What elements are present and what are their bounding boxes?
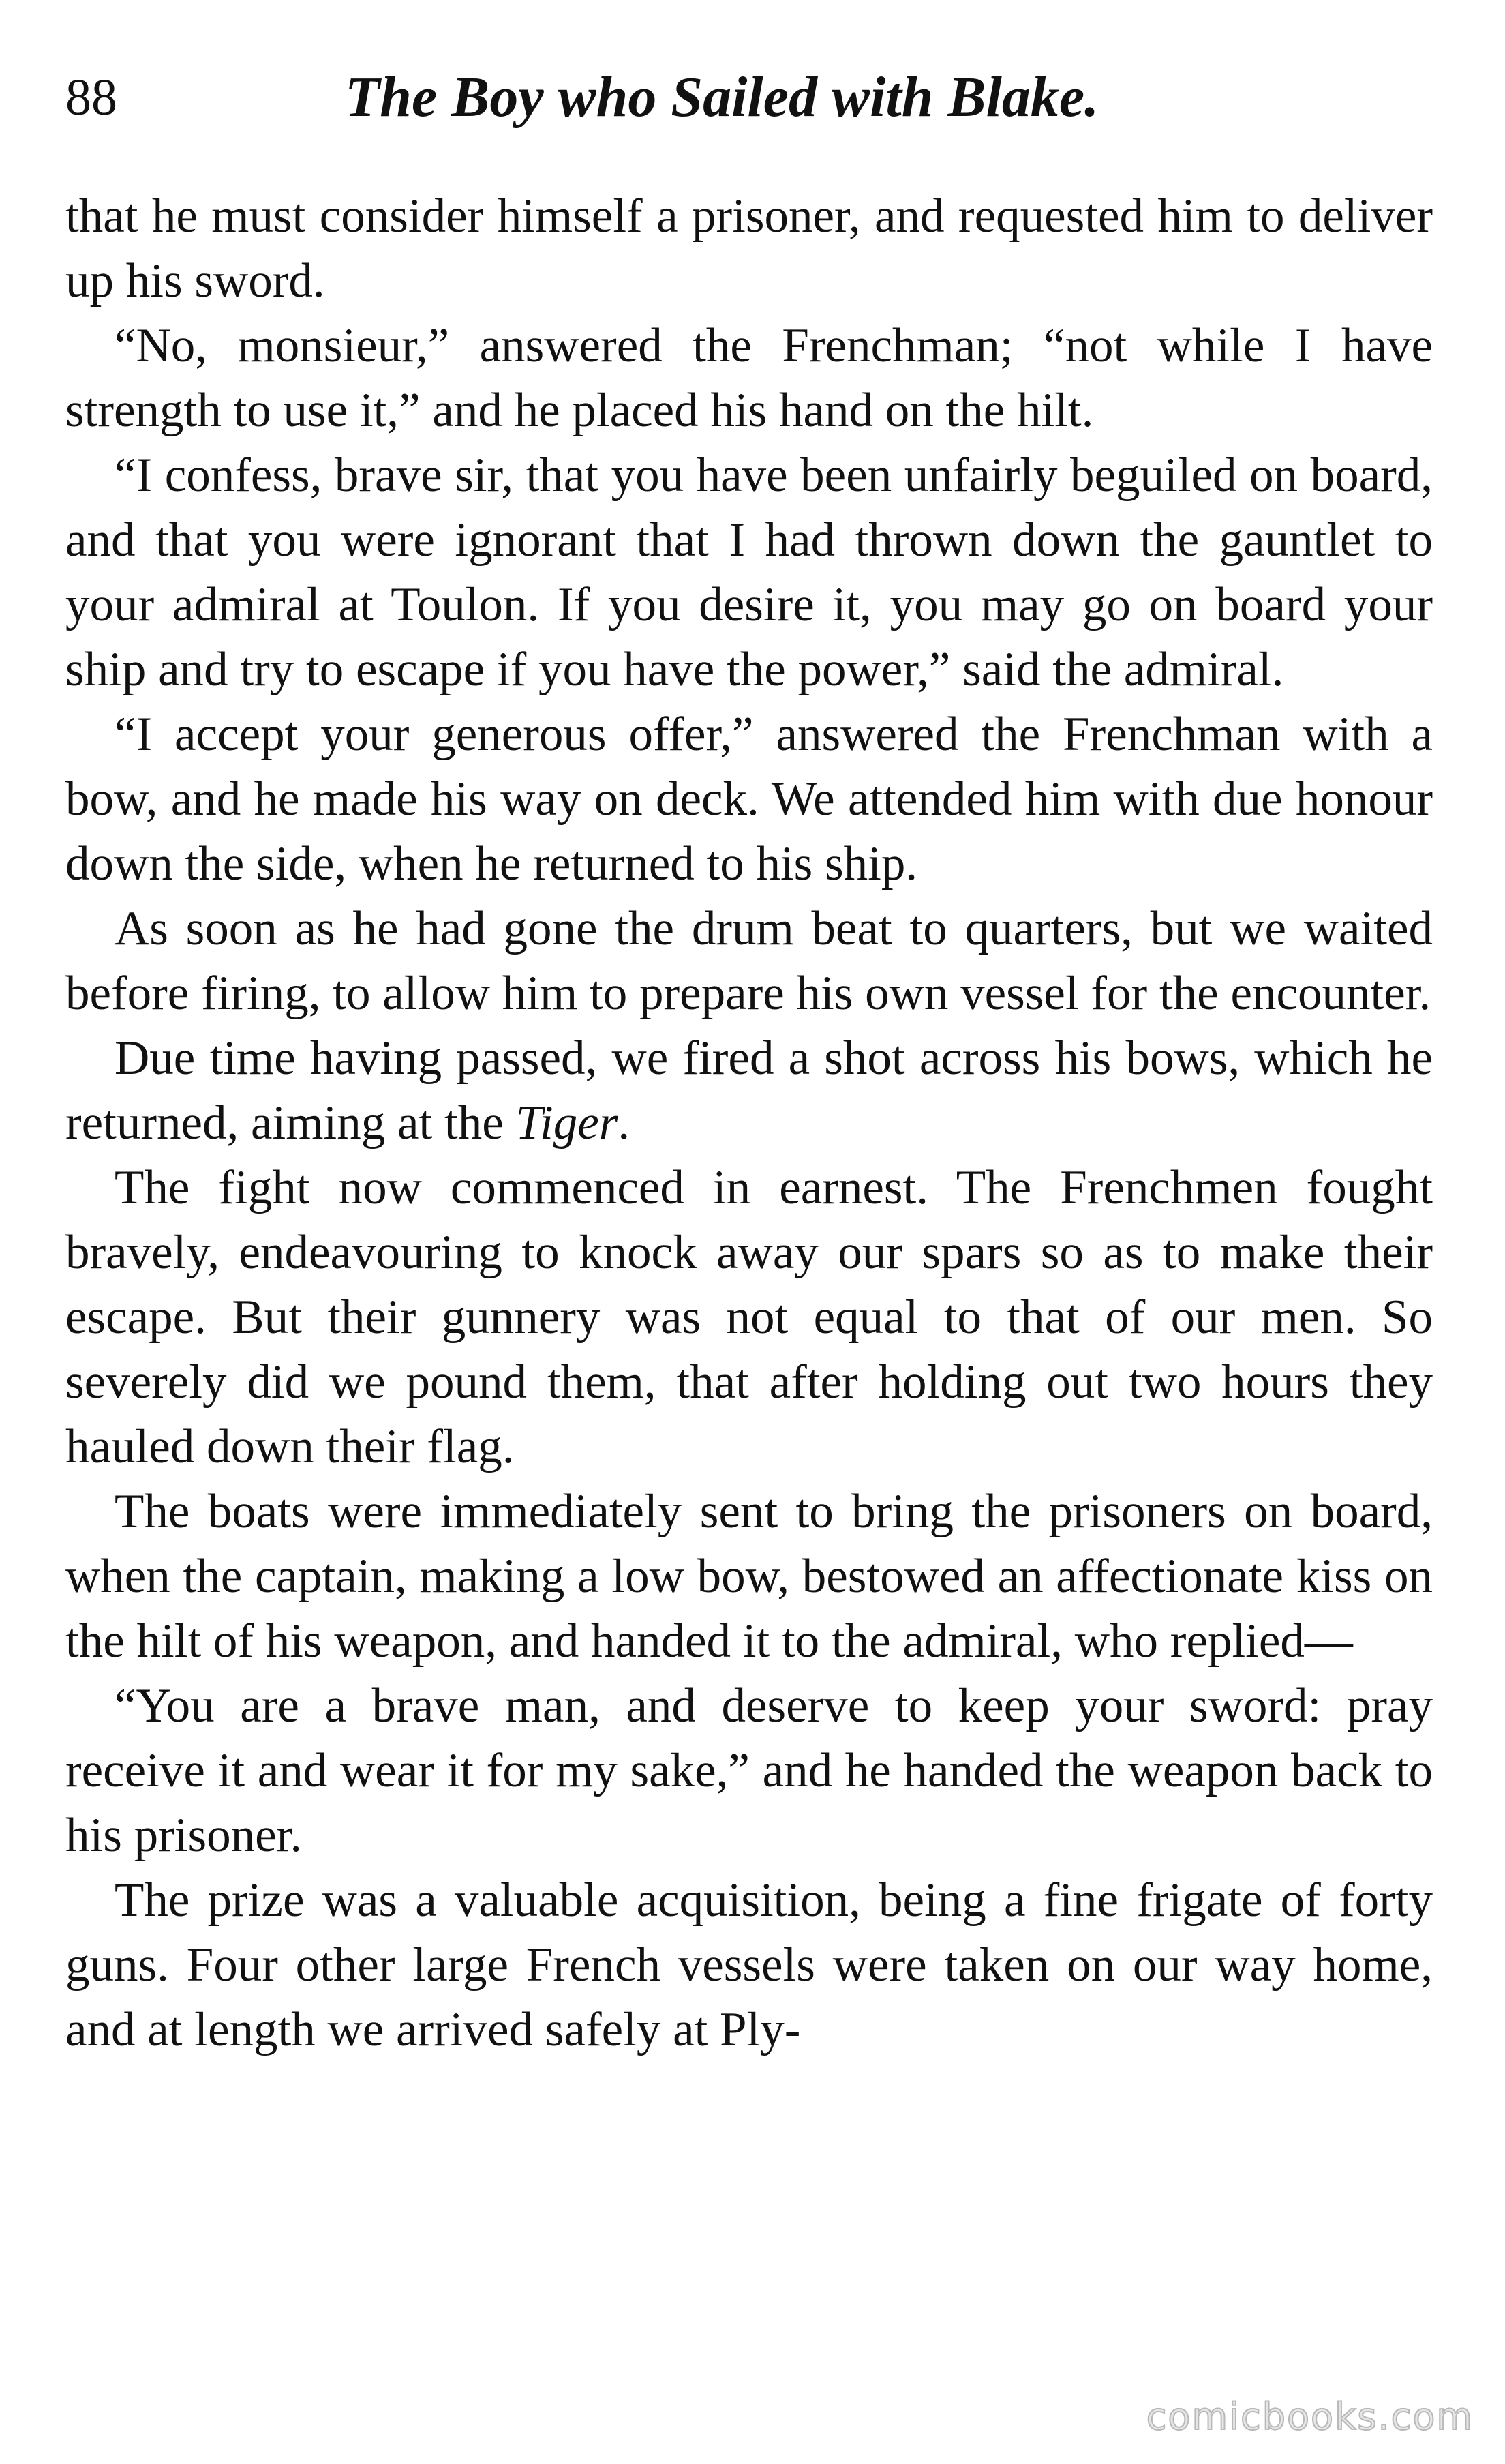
watermark: comicbooks.com (1146, 2395, 1474, 2438)
paragraph: “I confess, brave sir, that you have been unfairly beguiled on board, and that you were ignorant that I had thrown down the gauntlet to your admiral at Toulon. If you desire it, you may go on board your ship and try to escape if you have the power,” said the admiral. (65, 449, 1433, 696)
ship-name-italic: Tiger (515, 1096, 618, 1150)
paragraph-text: Due time having passed, we fired a shot across his bows, which he returned, aiming at the (65, 1032, 1433, 1150)
paragraph: “You are a brave man, and deserve to keep your sword: pray receive it and wear it for my sake,” and he handed the weapon back to his prisoner. (65, 1679, 1433, 1862)
paragraph (65, 1026, 1433, 1156)
paragraph: “No, monsieur,” answered the Frenchman; “not while I have strength to use it,” and he placed his hand on the hilt. (65, 319, 1433, 437)
paragraph: The prize was a valuable acquisition, being a fine frigate of forty guns. Four other large French vessels were taken on our way home, and at length we arrived safely at Ply- (65, 1874, 1433, 2056)
paragraph: As soon as he had gone the drum beat to quarters, but we waited before firing, to allow him to prepare his own vessel for the encounter. (65, 902, 1433, 1020)
running-title: The Boy who Sailed with Blake. (345, 65, 1099, 129)
paragraph: “I accept your generous offer,” answered the Frenchman with a bow, and he made his way on deck. We attended him with due honour down the side, when he returned to his ship. (65, 708, 1433, 890)
paragraph: The boats were immediately sent to bring the prisoners on board, when the captain, making a low bow, bestowed an affectionate kiss on the hilt of his weapon, and handed it to the admiral, who replied— (65, 1485, 1433, 1668)
paragraph: that he must consider himself a prisoner, and requested him to deliver up his sword. (65, 190, 1433, 307)
page-number: 88 (65, 69, 117, 126)
paragraph-text: . (618, 1096, 630, 1150)
paragraph: The fight now commenced in earnest. The Frenchmen fought bravely, endeavouring to knock away our spars so as to make their escape. But their gunnery was not equal to that of our men. So severely did we pound them, that after holding out two hours they hauled down their flag. (65, 1161, 1433, 1473)
body-text (65, 184, 1433, 2062)
page-header (65, 60, 1442, 135)
